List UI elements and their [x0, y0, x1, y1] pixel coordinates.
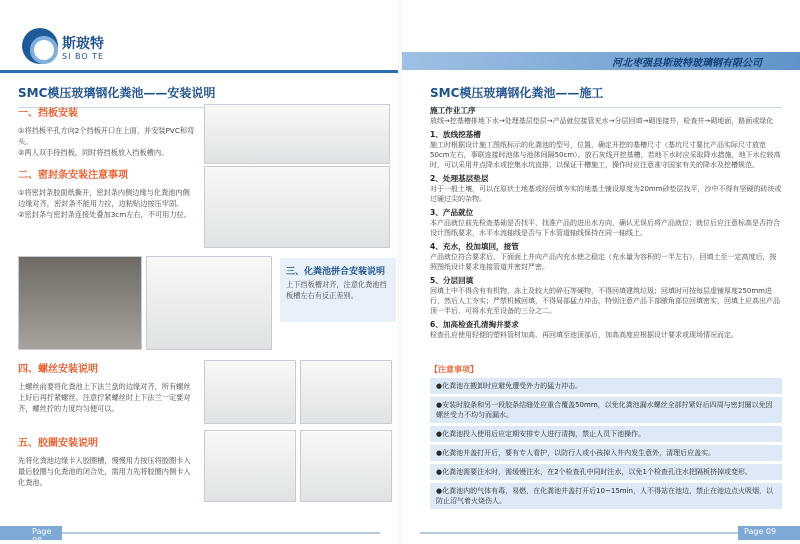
company-logo-icon — [22, 28, 58, 64]
notice-item: ●安装时胶条和另一段胶条结缝处应重合覆盖50mm，以免化粪池漏水螺丝全部拧紧好后四周与密封圈以免因螺丝受力不均匀而漏水。 — [430, 397, 782, 423]
step-text: 本产品就位前先检查基础是否找平，找准产品的进出水方向，确认无误后将产品就位；就位后应注意标高是否符合设计图纸要求，水平水流轴线是否与下水管道轴线保持在同一轴线上。 — [430, 219, 780, 237]
brand-name: 斯玻特 — [62, 36, 104, 52]
photo-tank-assembled — [146, 256, 272, 350]
right-page-title: SMC模压玻璃钢化粪池——施工 — [430, 86, 604, 100]
section-title: 三、化粪池拼合安装说明 — [286, 267, 386, 277]
left-page-title: SMC模压玻璃钢化粪池——安装说明 — [18, 86, 216, 100]
step-text: 回填土中不得含有有机物，冻土及较大的碎石等硬物，不得回填建筑垃圾；回填时可按每层虚铺厚度250mm进行，然后人工夯实；严禁机械回填，不得局部猛力冲击，特别注意产品下部腋角部位回填密实，回填土应高出产品顶一半后，可将水充至设备的三分之二。 — [430, 287, 780, 315]
construction-steps — [430, 102, 782, 340]
notice-section — [430, 364, 782, 509]
step-heading: 6、加高检查孔清掏井要求 — [430, 320, 519, 329]
section-baffle — [18, 104, 196, 158]
photo-screw-2 — [300, 360, 392, 424]
notice-item: ●化粪池投入使用后应定期安排专人进行清掏，禁止人员下池操作。 — [430, 426, 782, 442]
section-text: 先将化粪池边缘卡入胶圈槽，慢慢用力按压将胶圈卡入最后胶圈与化粪池的闭合处，需用力先将胶圈内侧卡入化粪池。 — [18, 456, 191, 487]
section-seal — [18, 166, 196, 220]
footer-rule-left — [62, 532, 380, 534]
section-assemble — [280, 258, 396, 322]
section-title: 四、螺丝安装说明 — [18, 364, 98, 375]
photo-screw-1 — [204, 360, 296, 424]
left-page — [18, 78, 390, 518]
company-name: 河北枣强县斯玻特玻璃钢有限公司 — [612, 58, 762, 69]
notice-title: 【注意事项】 — [430, 365, 478, 374]
photo-gasket-1 — [204, 430, 296, 502]
step-text: 检查孔应使用轻便的塑料管材加高，再回填至池顶部后，加高高度应根据设计要求或现场情况而定。 — [430, 331, 738, 339]
photo-baffle-install — [204, 104, 390, 164]
step-heading: 5、分层回填 — [430, 276, 474, 285]
notice-item: ●化粪池需要注水时，需缓慢注水，在2个检查孔中同时注水，以免1个检查孔注水把隔板挤掉或变形。 — [430, 464, 782, 480]
section-gasket — [18, 434, 196, 488]
section-title: 一、挡板安装 — [18, 108, 78, 119]
right-page — [430, 78, 782, 518]
section-title: 二、密封条安装注意事项 — [18, 170, 128, 181]
page-number-left-label: Page 08 — [32, 527, 52, 544]
header-rule — [0, 70, 400, 73]
section-screw — [18, 360, 196, 414]
photo-seal-install — [204, 166, 390, 248]
step-heading: 3、产品就位 — [430, 208, 474, 217]
step-heading: 施工作业工序 — [430, 106, 476, 115]
step-heading: 4、充水，投加填回，接管 — [430, 242, 519, 251]
page-number-left — [0, 526, 62, 544]
notice-item: ●化粪池在搬卸时应避免遭受外力的猛力冲击。 — [430, 378, 782, 394]
section-text: 上下挡板槽对齐，注意化粪池挡板槽左右有反正差别。 — [286, 280, 387, 300]
step-text: 放线→挖基槽排地下水→处理基层垫层→产品就位接管充水→分层回填→砌连接井，检查井→砌地面，路面或绿化 — [430, 117, 774, 125]
step-text: 施工时根据设计施工图纸标示的化粪池的型号，位置，确定开挖的基槽尺寸（基坑尺寸要比产品实际尺寸放宽50cm左右，事联连接时池体与池体间隔50cm）。放石灰线开挖基槽，若地下水时应采取降水措施，地下水位较高时，可以采用井点降水或挖集水坑直排，以保证干槽施工，操作时应注意准守国家有关的降水及挖槽规范。 — [430, 141, 781, 169]
footer — [0, 524, 800, 544]
step-text: 产品就位符合要求后，下面面上并向产品内充水使之稳定（充水量为容积的一半左右），回填土至一定高度后，按照图纸设计要求连接管道并密封严密。 — [430, 253, 777, 271]
page-number-right — [738, 526, 800, 540]
photo-gasket-2 — [300, 430, 392, 502]
step-heading: 1、放线挖基槽 — [430, 130, 481, 139]
section-text: ①将挡板平孔方向2个挡板开口在上面，并安装PVC和弯头。 ②两人双手持挡板，同时将挡板放入挡板槽内。 — [18, 126, 195, 157]
brand-name-en: SI BO TE — [62, 52, 105, 61]
step-text: 对于一般土壤，可以在原状土地基或经回填夯实的地基土铺设厚度为20mm砂垫层找平，沙中不得有坚硬的砖块或过硬过尖的杂物。 — [430, 185, 782, 203]
photo-tank-lower — [18, 256, 142, 350]
section-text: 上螺丝前要将化粪池上下法兰盘的边缘对齐，所有螺丝上好后再拧紧螺丝。注意拧紧螺丝时上下法兰一定要对齐，螺丝拧的力度均匀便可以。 — [18, 382, 191, 413]
notice-item: ●化粪池井盖打开后，要有专人看护，以防行人或小孩掉入井内发生意外，清理后应盖实。 — [430, 445, 782, 461]
page-number-right-label: Page 09 — [744, 527, 777, 536]
page-fold — [398, 0, 402, 544]
step-heading: 2、处理基层垫层 — [430, 174, 489, 183]
footer-rule-right — [420, 532, 738, 534]
notice-item: ●化粪池内的气体有毒，易燃，在化粪池井盖打开后10~15min，人不得站在池边，禁止在池边点火吸烟，以防止沼气着火烧伤人。 — [430, 483, 782, 509]
section-title: 五、胶圈安装说明 — [18, 438, 98, 449]
section-text: ①将密封条胶面纸撕开，密封条内侧边缘与化粪池内侧边缘对齐，密封条不能用力拉，边粘贴边按压牢固。 ②密封条与密封条连接处叠加3cm左右，不可用力拉。 — [18, 188, 191, 219]
